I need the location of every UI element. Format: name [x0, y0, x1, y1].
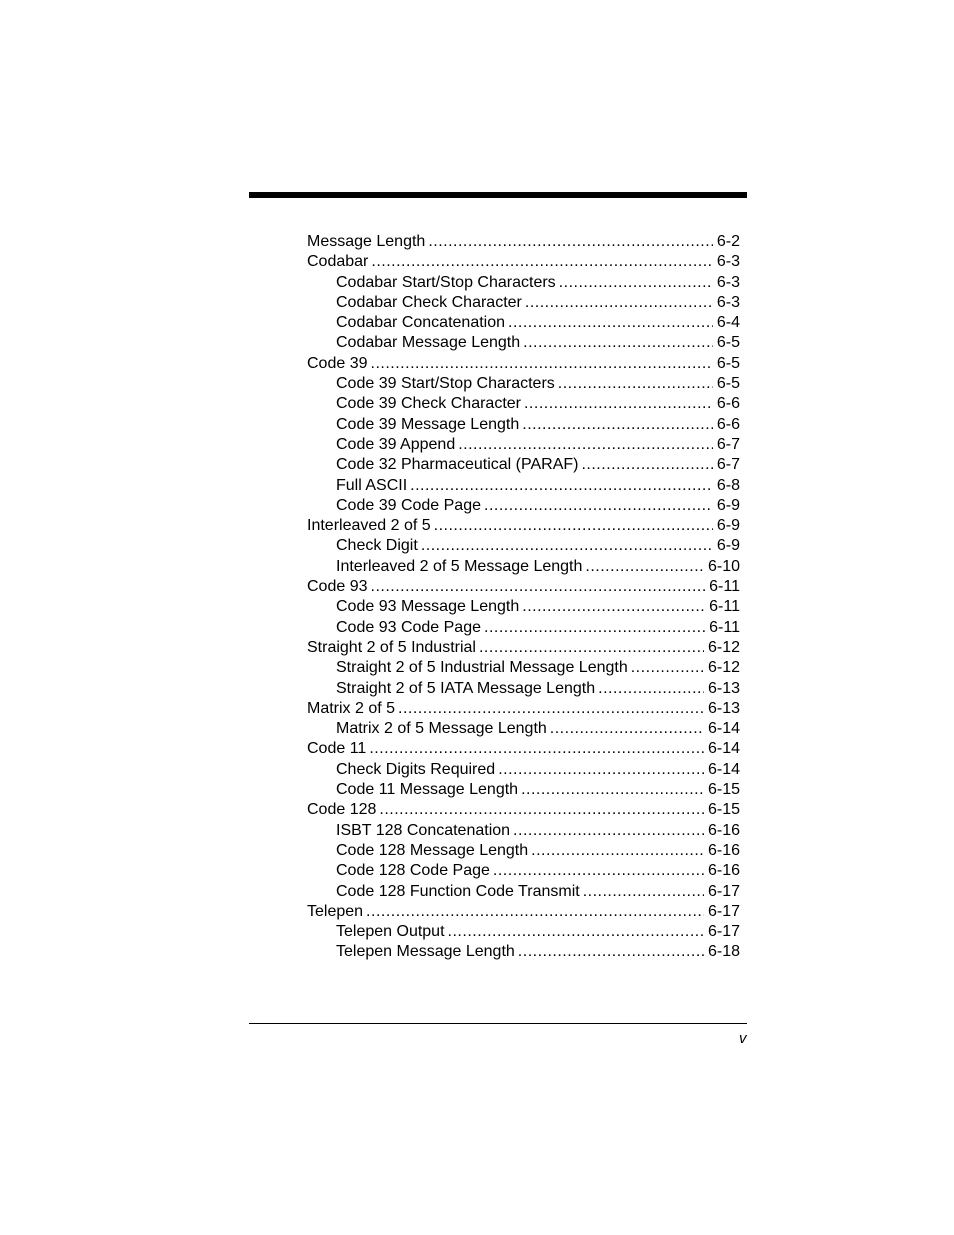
toc-entry-page: 6-14: [707, 740, 740, 758]
toc-entry[interactable]: [307, 394, 740, 414]
toc-entry-label: Telepen Message Length: [336, 943, 515, 961]
toc-entry-label: Codabar Check Character: [336, 293, 522, 311]
toc-entry-page: 6-13: [707, 699, 740, 717]
dot-leader: [428, 232, 713, 252]
toc-entry-label: Code 93 Code Page: [336, 618, 481, 636]
dot-leader: [518, 942, 704, 962]
dot-leader: [371, 577, 706, 597]
dot-leader: [513, 821, 704, 841]
dot-leader: [585, 557, 704, 577]
toc-entry-label: Code 11: [307, 740, 367, 758]
dot-leader: [525, 293, 713, 313]
toc-entry-label: Telepen: [307, 902, 364, 920]
dot-leader: [522, 415, 713, 435]
toc-entry-label: Code 11 Message Length: [336, 781, 519, 799]
footer-rule: [249, 1023, 747, 1024]
toc-entry[interactable]: [307, 760, 740, 780]
toc-entry-label: Code 128 Message Length: [336, 841, 529, 859]
dot-leader: [371, 354, 713, 374]
toc-entry-label: Check Digits Required: [336, 760, 496, 778]
toc-entry-page: 6-17: [707, 923, 740, 941]
toc-entry-page: 6-4: [716, 314, 740, 332]
toc-entry-page: 6-7: [716, 456, 740, 474]
toc-entry-label: Straight 2 of 5 Industrial: [307, 638, 476, 656]
toc-entry-label: Message Length: [307, 233, 426, 250]
toc-entry[interactable]: [307, 800, 740, 820]
toc-entry[interactable]: [307, 293, 740, 313]
toc-entry-label: Interleaved 2 of 5: [307, 517, 431, 535]
toc-entry[interactable]: [307, 354, 740, 374]
toc-entry-label: Code 128: [307, 801, 377, 819]
toc-entry-label: Code 93 Message Length: [336, 598, 520, 616]
toc-entry[interactable]: [307, 476, 740, 496]
toc-entry-page: 6-5: [716, 375, 740, 393]
toc-entry-label: Check Digit: [336, 537, 418, 555]
toc-entry[interactable]: [307, 780, 740, 800]
header-rule: [249, 192, 747, 198]
toc-entry[interactable]: [307, 861, 740, 881]
toc-entry[interactable]: [307, 557, 740, 577]
toc-entry[interactable]: [307, 679, 740, 699]
toc-entry-label: Code 32 Pharmaceutical (PARAF): [336, 456, 579, 474]
toc-entry-page: 6-12: [707, 638, 740, 656]
toc-entry[interactable]: [307, 455, 740, 475]
toc-entry-label: Codabar Concatenation: [336, 314, 506, 332]
dot-leader: [498, 760, 704, 780]
toc-entry-page: 6-5: [716, 334, 740, 352]
page-number: v: [739, 1030, 747, 1047]
dot-leader: [581, 455, 712, 475]
toc-entry-label: Code 39 Check Character: [336, 395, 521, 413]
toc-entry-page: 6-11: [709, 598, 740, 616]
dot-leader: [598, 679, 704, 699]
dot-leader: [458, 435, 713, 455]
toc-entry-label: ISBT 128 Concatenation: [336, 821, 511, 839]
toc-entry[interactable]: [307, 699, 740, 719]
toc-entry-label: Codabar Start/Stop Characters: [336, 273, 556, 291]
dot-leader: [523, 333, 713, 353]
toc-entry-label: Codabar: [307, 253, 369, 271]
toc-entry[interactable]: [307, 496, 740, 516]
dot-leader: [398, 699, 704, 719]
toc-entry[interactable]: [307, 638, 740, 658]
toc-entry-label: Straight 2 of 5 IATA Message Length: [336, 679, 596, 697]
toc-entry-page: 6-3: [716, 253, 740, 271]
toc-entry[interactable]: [307, 658, 740, 678]
toc-entry-page: 6-7: [716, 435, 740, 453]
toc-entry-page: 6-16: [707, 821, 740, 839]
toc-entry[interactable]: [307, 597, 740, 617]
toc-entry-label: Interleaved 2 of 5 Message Length: [336, 557, 583, 575]
toc-entry-label: Code 93: [307, 578, 368, 596]
dot-leader: [522, 597, 705, 617]
toc-entry[interactable]: [307, 841, 740, 861]
toc-entry-page: 6-9: [716, 496, 740, 514]
toc-entry-label: Code 39 Code Page: [336, 496, 481, 514]
toc-entry-label: Code 39 Start/Stop Characters: [336, 375, 555, 393]
dot-leader: [484, 496, 713, 516]
toc-entry-page: 6-13: [707, 679, 740, 697]
dot-leader: [484, 618, 705, 638]
toc-entry-page: 6-16: [707, 862, 740, 880]
toc-entry-label: Matrix 2 of 5 Message Length: [336, 720, 547, 738]
toc-entry[interactable]: [307, 618, 740, 638]
toc-entry-page: 6-3: [716, 273, 740, 291]
toc-entry-page: 6-9: [716, 517, 740, 535]
toc-entry-page: 6-18: [707, 943, 740, 961]
toc-entry-page: 6-14: [707, 720, 740, 738]
toc-entry[interactable]: [307, 415, 740, 435]
toc-entry-label: Code 39 Message Length: [336, 415, 520, 433]
dot-leader: [434, 516, 713, 536]
toc-entry-page: 6-8: [716, 476, 740, 494]
toc-entry-label: Full ASCII: [336, 476, 408, 494]
toc-entry[interactable]: [307, 942, 740, 962]
toc-entry-page: 6-15: [707, 801, 740, 819]
toc-entry[interactable]: [307, 232, 740, 252]
dot-leader: [366, 902, 704, 922]
dot-leader: [379, 800, 704, 820]
toc-entry-label: Code 128 Code Page: [336, 862, 490, 880]
toc-entry-page: 6-9: [716, 537, 740, 555]
toc-entry[interactable]: [307, 252, 740, 272]
toc-entry-label: Telepen Output: [336, 923, 445, 941]
toc-entry[interactable]: [307, 374, 740, 394]
toc-entry-page: 6-14: [707, 760, 740, 778]
dot-leader: [508, 313, 713, 333]
dot-leader: [369, 739, 704, 759]
toc-entry[interactable]: [307, 922, 740, 942]
toc-entry[interactable]: [307, 902, 740, 922]
dot-leader: [421, 536, 713, 556]
table-of-contents: [307, 232, 740, 963]
toc-entry[interactable]: [307, 536, 740, 556]
toc-entry[interactable]: [307, 739, 740, 759]
toc-entry-label: Codabar Message Length: [336, 334, 521, 352]
toc-entry[interactable]: [307, 516, 740, 536]
toc-entry-label: Code 128 Function Code Transmit: [336, 882, 580, 900]
dot-leader: [531, 841, 704, 861]
dot-leader: [371, 252, 713, 272]
toc-entry-page: 6-6: [716, 395, 740, 413]
dot-leader: [524, 394, 713, 414]
toc-entry-page: 6-17: [707, 882, 740, 900]
toc-entry-page: 6-10: [707, 557, 740, 575]
toc-entry-label: Code 39 Append: [336, 435, 456, 453]
toc-entry-page: 6-5: [716, 354, 740, 372]
dot-leader: [479, 638, 704, 658]
dot-leader: [448, 922, 704, 942]
dot-leader: [558, 374, 713, 394]
toc-entry-label: Code 39: [307, 354, 368, 372]
dot-leader: [583, 882, 704, 902]
toc-entry-label: Matrix 2 of 5: [307, 699, 396, 717]
toc-entry[interactable]: [307, 882, 740, 902]
dot-leader: [493, 861, 704, 881]
toc-entry[interactable]: [307, 719, 740, 739]
toc-entry-page: 6-3: [716, 293, 740, 311]
toc-entry-page: 6-11: [709, 618, 740, 636]
toc-entry-page: 6-12: [707, 659, 740, 677]
dot-leader: [550, 719, 704, 739]
dot-leader: [521, 780, 704, 800]
toc-entry-page: 6-6: [716, 415, 740, 433]
dot-leader: [559, 273, 713, 293]
toc-entry-page: 6-16: [707, 841, 740, 859]
toc-entry-page: 6-15: [707, 781, 740, 799]
dot-leader: [631, 658, 704, 678]
toc-entry[interactable]: [307, 435, 740, 455]
dot-leader: [410, 476, 713, 496]
toc-entry-label: Straight 2 of 5 Industrial Message Length: [336, 659, 628, 677]
toc-entry-page: 6-17: [707, 902, 740, 920]
toc-entry[interactable]: [307, 577, 740, 597]
toc-entry-page: 6-11: [709, 578, 740, 596]
toc-entry[interactable]: [307, 273, 740, 293]
toc-entry[interactable]: [307, 333, 740, 353]
toc-entry-page: 6-2: [716, 233, 740, 250]
toc-entry[interactable]: [307, 313, 740, 333]
toc-entry[interactable]: [307, 821, 740, 841]
